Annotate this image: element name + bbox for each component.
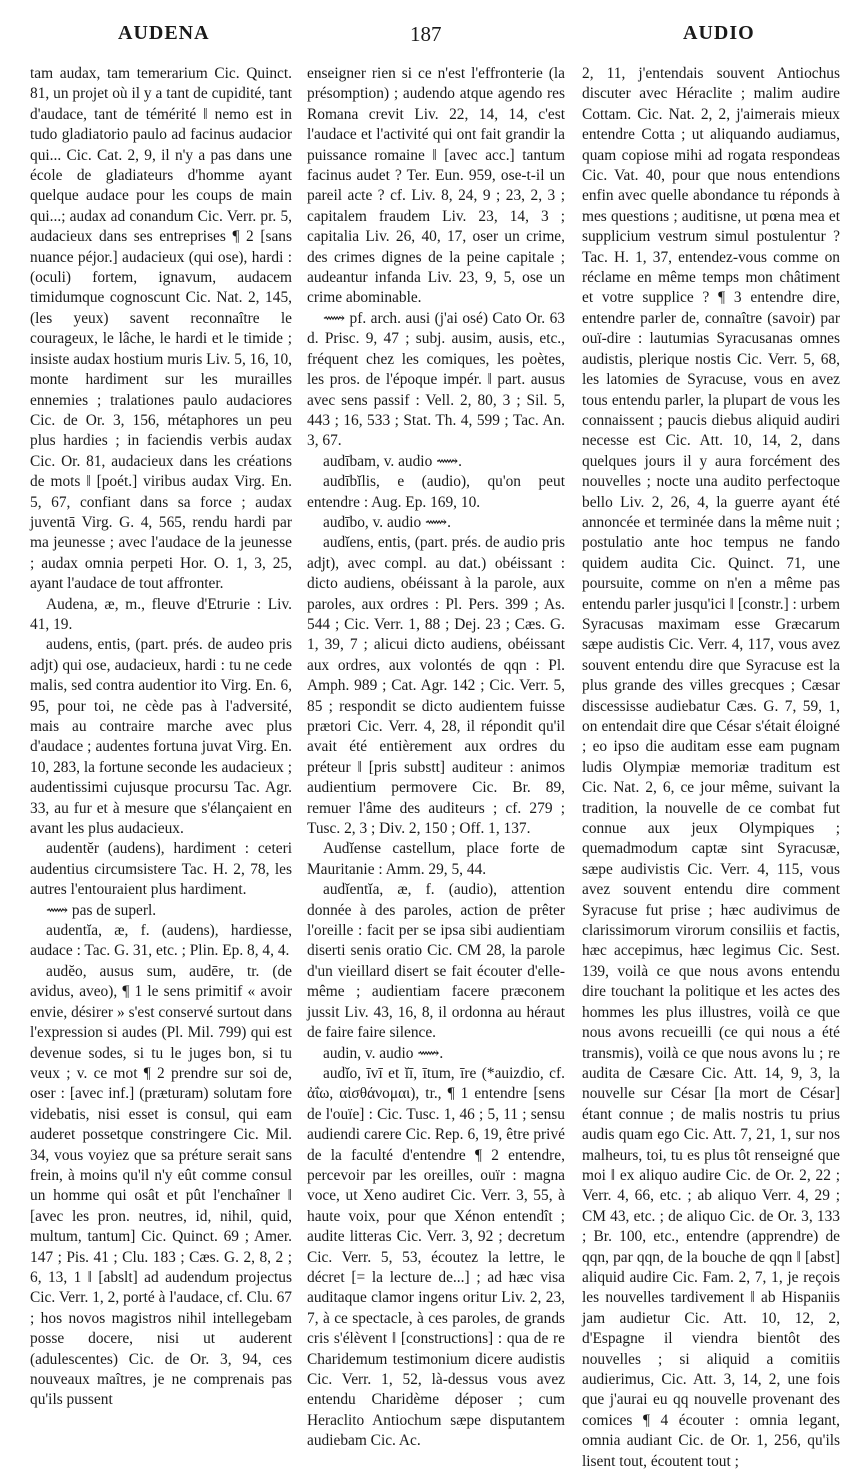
entry-text: tam audax, tam temerarium Cic. Quinct. 81, un projet où il y a tant de cupidité, tant d'audace, tant de témérité ‖ nemo est in tudo gladiatorio paulo ad facinus audacior qui... Cic. Cat. 2, 9, il n'y a pas dans une école de gladiateurs d'homme ayant quelque audace pour les coups de main qui...; audax ad conandum Cic. Verr. pr. 5, audacieux dans ses entreprises ¶ 2 [sans nuance péjor.] audacieux (qui ose), hardi : (oculi) fortem, ignavum, audacem timidumque cognoscunt Cic. Nat. 2, 145, (les yeux) savent reconnaître le courageux, le lâche, le hardi et le timide ; insiste audax hostium muris Liv. 5, 16, 10, monte hardiment sur les murailles ennemies ; tralationes paulo audaciores Cic. de Or. 3, 156, métaphores un peu plus hardies ; in faciendis verbis audax Cic. Or. 81, audacieux dans les créations de mots ‖ [poét.] viribus audax Virg. En. 5, 67, confiant dans sa force ; audax juventā Virg. G. 4, 565, rendu hardi par ma jeunesse ; avec l'audace de la jeunesse ; audax omnia perpeti Hor. O. 1, 3, 25, ayant l'audace de tout affronter. [30, 65, 292, 593]
entry-text: audībĭlis, e (audio), qu'on peut entendre : Aug. Ep. 169, 10. [307, 473, 565, 511]
entry-text: audentĕr (audens), hardiment : ceteri audentius circumsistere Tac. H. 2, 78, les autres l'entouraient plus hardiment. [30, 840, 292, 899]
entry-text: enseigner rien si ce n'est l'effronterie (la présomption) ; audendo atque agendo res Romana crevit Liv. 22, 14, 14, c'est l'audace et l'activité qui ont fait grandir la puissance romaine ‖ [avec acc.] tantum facinus audet ? Ter. Eun. 959, ose-t-il un pareil acte ? cf. Liv. 8, 24, 9 ; 23, 2, 3 ; capitalem fraudem Liv. 23, 14, 3 ; capitalia Liv. 26, 40, 17, oser un crime, des crimes dignes de la peine capitale ; audeantur infanda Liv. 23, 9, 5, ose un crime abominable. [307, 65, 565, 307]
entry-text: audĭens, entis, (part. prés. de audio pris adjt), avec compl. au dat.) obéissant : dicto audiens, obéissant à la parole, aux paroles, aux ordres : Pl. Pers. 399 ; As. 544 ; Cic. Verr. 1, 88 ; Dej. 23 ; Cæs. G. 1, 39, 7 ; alicui dicto audiens, obéissant aux ordres, aux volontés de qqn : Pl. Amph. 989 ; Cat. Agr. 142 ; Cic. Verr. 5, 85 ; respondit se dicto audientem fuisse prætori Cic. Verr. 4, 28, il répondit qu'il avait été entièrement aux ordres du préteur ‖ [pris substt] auditeur : animos audientium permovere Cic. Br. 89, remuer l'âme des auditeurs ; cf. 279 ; Tusc. 2, 3 ; Div. 2, 150 ; Off. 1, 137. [307, 534, 565, 838]
entry-text: audĭentĭa, æ, f. (audio), attention donnée à des paroles, action de prêter l'oreille : facit per se ipsa sibi audientiam diserti senis oratio Cic. CM 28, la parole d'un vieillard disert se fait écouter d'elle-même ; audientiam facere præconem jussit Liv. 43, 16, 8, il ordonna au héraut de faire faire silence. [307, 881, 565, 1042]
entry-text: audens, entis, (part. prés. de audeo pris adjt) qui ose, audacieux, hardi : tu ne cede malis, sed contra audentior ito Virg. En. 6, 95, pour toi, ne cède pas à l'adversité, mais au contraire marche avec plus d'audace ; audentes fortuna juvat Virg. En. 10, 283, la fortune seconde les audacieux ; audentissimi cujusque procursu Tac. Agr. 33, au fur et à mesure que s'élançaient en avant les plus audacieux. [30, 636, 292, 838]
column-3 [582, 64, 840, 1470]
entry-text: audībam, v. audio ⟿. [323, 452, 463, 470]
page-number: 187 [410, 22, 442, 46]
header-left-guide-word: AUDENA [118, 22, 210, 44]
entry-text: audībo, v. audio ⟿. [323, 513, 451, 531]
running-head [0, 22, 862, 50]
entry-text: audĭo, īvī et ĭī, ītum, īre (*auizdio, cf. ἀΐω, αἰσθάνομαι), tr., ¶ 1 entendre [sens de l'ouïe] : Cic. Tusc. 1, 46 ; 5, 11 ; sensu audiendi carere Cic. Rep. 6, 19, être privé de la faculté d'entendre ¶ 2 entendre, percevoir par les oreilles, ouïr : magna voce, ut Xeno audiret Cic. Verr. 3, 55, à haute voix, pour que Xénon entendît ; audite litteras Cic. Verr. 3, 92 ; decretum Cic. Verr. 5, 53, écoutez la lettre, le décret [= la lecture de...] ; ad hæc visa auditaque clamor ingens oritur Liv. 2, 23, 7, à ce spectacle, à ces paroles, de grands cris s'élèvent ‖ [constructions] : qua de re Charidemum testimonium dicere audistis Cic. Verr. 1, 52, là-dessus vous avez entendu Charidème déposer ; cum Heraclito Antiochum sæpe disputantem audiebam Cic. Ac. [307, 1064, 565, 1450]
entry-text: audin, v. audio ⟿. [323, 1044, 444, 1062]
header-right-guide-word: AUDIO [683, 22, 755, 44]
column-1 [30, 64, 292, 1409]
entry-text: ⟿ pf. arch. ausi (j'ai osé) Cato Or. 63 d. Prisc. 9, 47 ; subj. ausim, ausis, etc., fréquent chez les comiques, les poètes, les pros. de l'époque impér. ‖ part. ausus avec sens passif : Vell. 2, 80, 3 ; Sil. 5, 443 ; 16, 533 ; Stat. Th. 4, 599 ; Tac. An. 3, 67. [307, 309, 565, 450]
entry-text: ⟿ pas de superl. [46, 901, 157, 919]
entry-text: Audĭense castellum, place forte de Mauritanie : Amm. 29, 5, 44. [307, 840, 565, 878]
entry-text: Audena, æ, m., fleuve d'Etrurie : Liv. 41, 19. [30, 595, 292, 633]
entry-text: audĕo, ausus sum, audēre, tr. (de avidus, aveo), ¶ 1 le sens primitif « avoir envie, désirer » s'est conservé surtout dans l'expression si audes (Pl. Mil. 799) qui est devenue sodes, si tu le juges bon, si tu veux ; v. ce mot ¶ 2 prendre sur soi de, oser : [avec inf.] (præturam) solutam fore videbatis, nisi esset is consul, qui eam auderet possetque constringere Cic. Mil. 34, vous voyiez que sa préture serait sans frein, à moins qu'il n'y eût comme consul un homme qui osât et pût l'enchaîner ‖ [avec les pron. neutres, id, nihil, quid, multum, tantum] Cic. Quinct. 69 ; Amer. 147 ; Pis. 41 ; Clu. 183 ; Cæs. G. 2, 8, 2 ; 6, 13, 1 ‖ [abslt] ad audendum projectus Cic. Verr. 1, 2, porté à l'audace, cf. Clu. 67 ; hos novos magistros nihil intellegebam posse docere, nisi ut auderent (adulescentes) Cic. de Or. 3, 94, ces nouveaux maîtres, je ne comprenais pas qu'ils pussent [30, 962, 292, 1409]
column-2 [307, 64, 565, 1450]
entry-text: audentĭa, æ, f. (audens), hardiesse, audace : Tac. G. 31, etc. ; Plin. Ep. 8, 4, 4. [30, 922, 292, 960]
entry-text: 2, 11, j'entendais souvent Antiochus discuter avec Héraclite ; malim audire Cottam. Cic. Nat. 2, 2, j'aimerais mieux entendre Cotta ; ut aliquando audiamus, quam copiose mihi ad rogata respondeas Cic. Vat. 40, pour que nous entendions enfin avec quelle abondance tu réponds à mes questions ; auditisne, ut pœna mea et supplicium vestrum simul postulentur ? Tac. H. 1, 37, entendez-vous comme on réclame en même temps mon châtiment et votre supplice ? ¶ 3 entendre dire, entendre parler de, connaître (savoir) par ouï-dire : lautumias Syracusanas omnes audistis, plerique nostis Cic. Verr. 5, 68, les latomies de Syracuse, vous en avez tous entendu parler, la plupart de vous les connaissent ; paucis diebus aliquid audiri necesse est Cic. Att. 10, 14, 2, dans quelques jours il y aura forcément des nouvelles ; nocte una audito perfectoque bello Liv. 2, 26, 4, la guerre ayant été annoncée et terminée dans la même nuit ; postulatio ante hoc tempus ne fando quidem audita Cic. Quinct. 71, une poursuite, comme on n'en a même pas entendu parler jusqu'ici ‖ [constr.] : urbem Syracusas maximam esse Græcarum sæpe audistis Cic. Verr. 4, 117, vous avez souvent entendu dire que Syracuse est la plus grande des villes grecques ; Cæsar discessisse audiebatur Cæs. G. 7, 59, 1, on entendait dire que César s'était éloigné ; eo ipso die auditam esse eam pugnam ludis Olympiæ memoriæ traditum est Cic. Nat. 2, 6, ce jour même, suivant la tradition, la nouvelle de ce combat fut connue aux jeux Olympiques ; quemadmodum captæ sint Syracusæ, sæpe audivistis Cic. Verr. 4, 115, vous avez souvent entendu dire comment Syracuse fut prise ; hæc audivimus de clarissimorum virorum consiliis et factis, hæc accepimus, hæc legimus Cic. Sest. 139, voilà ce que nous avons entendu dire touchant la politique et les actes des hommes les plus illustres, voilà ce que nous avons recueilli (ce qui nous a été transmis), voilà ce que nous avons lu ; re audita de Cæsare Cic. Att. 14, 9, 3, la nouvelle sur César [la mort de César] étant connue ; de malis nostris tu prius audis quam ego Cic. Att. 7, 21, 1, sur nos malheurs, toi, tu es plus tôt renseigné que moi ‖ ex aliquo audire Cic. de Or. 2, 22 ; Verr. 4, 66, etc. ; ab aliquo Verr. 4, 29 ; CM 43, etc. ; de aliquo Cic. de Or. 3, 133 ; Br. 100, etc., entendre (apprendre) de qqn, par qqn, de la bouche de qqn ‖ [abst] aliquid audire Cic. Fam. 2, 7, 1, je reçois les nouvelles tardivement ‖ ab Hispaniis jam audietur Cic. Att. 10, 12, 2, d'Espagne il viendra bientôt des nouvelles ; si aliquid a comitiis audierimus, Cic. Att. 3, 14, 2, une fois que j'aurai eu qq nouvelle provenant des comices ¶ 4 écouter : omnia legant, omnia audiant Cic. de Or. 1, 256, qu'ils lisent tout, écoutent tout ; [582, 65, 840, 1470]
